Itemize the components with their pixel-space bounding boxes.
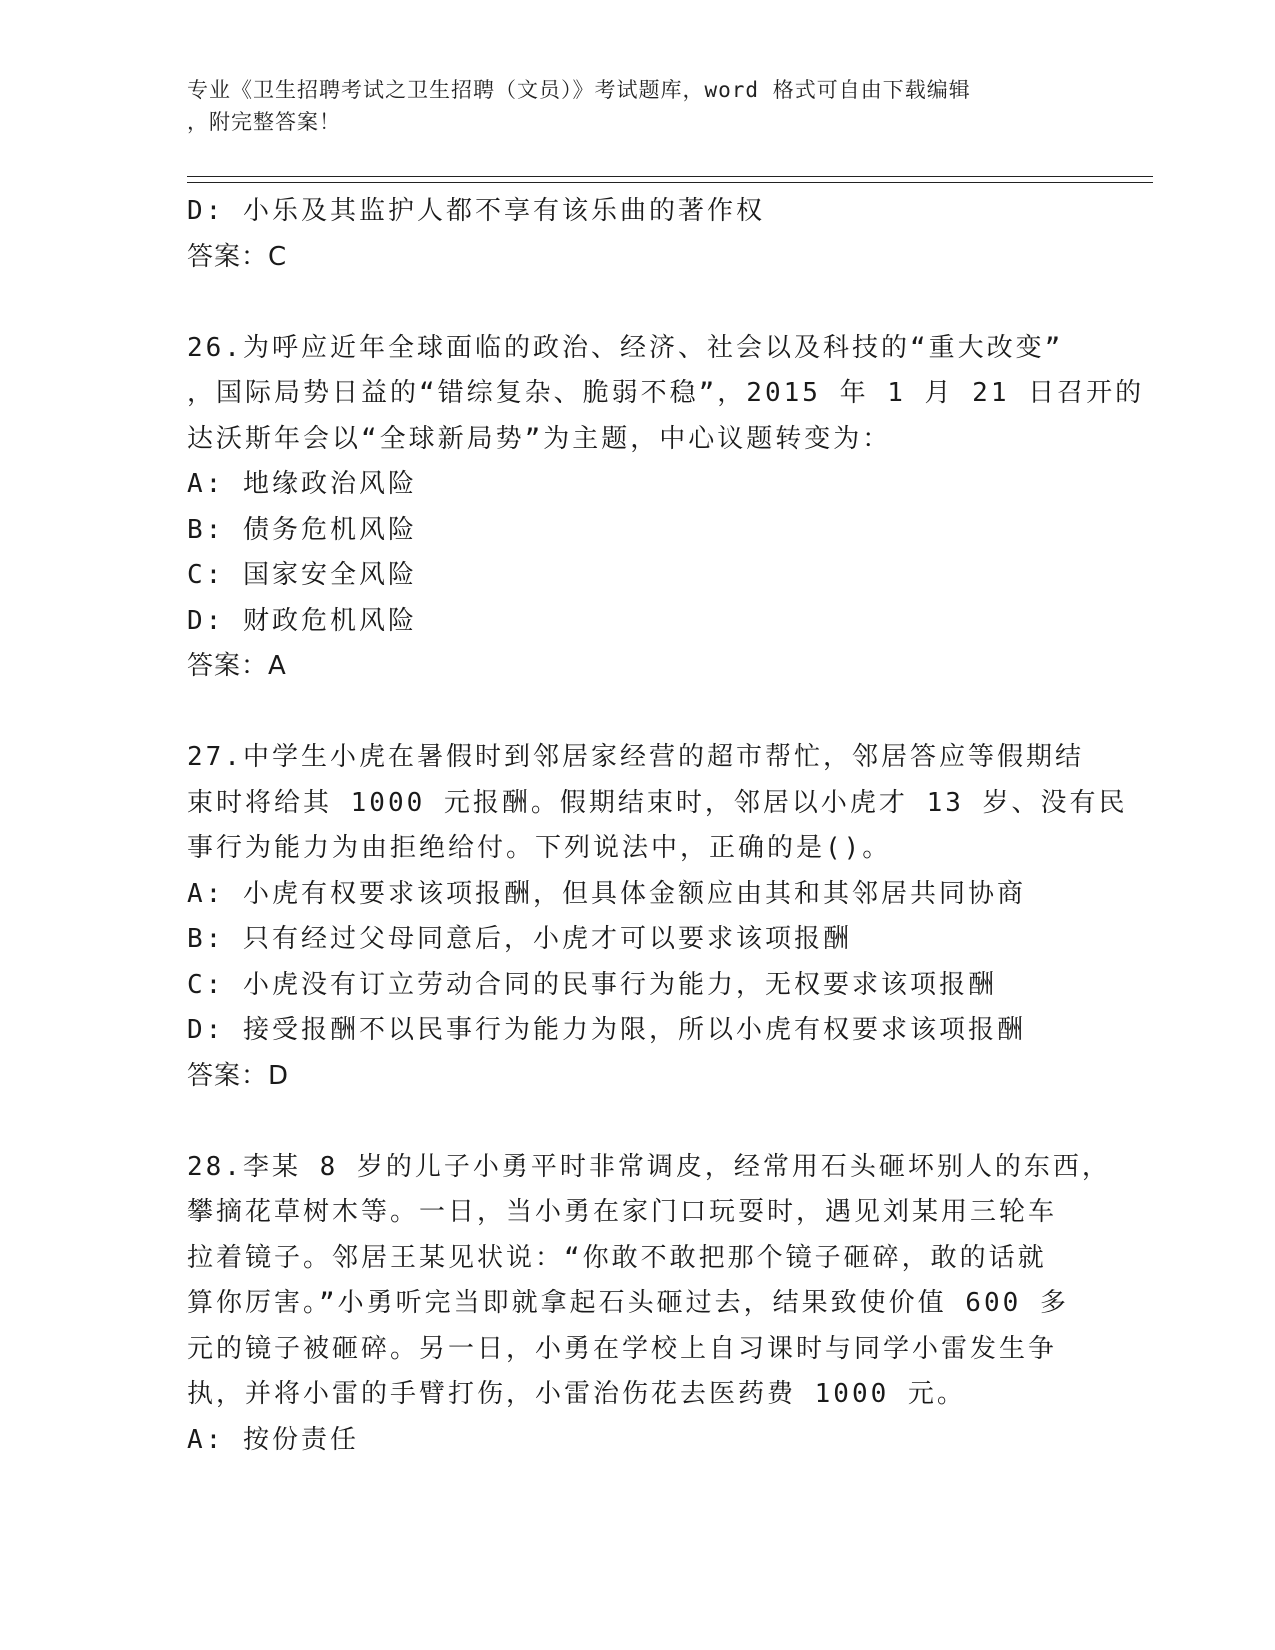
question-stem-line: 攀摘花草树木等。一日，当小勇在家门口玩耍时，遇见刘某用三轮车	[187, 1197, 1058, 1227]
question-list	[187, 189, 1145, 1463]
document-header	[187, 74, 1067, 138]
question-28	[187, 1145, 1111, 1464]
option-a: A: 小虎有权要求该项报酬，但具体金额应由其和其邻居共同协商	[187, 878, 1026, 909]
answer-label: 答案：C	[187, 241, 288, 272]
question-stem-line: 元的镜子被砸碎。另一日，小勇在学校上自习课时与同学小雷发生争	[187, 1333, 1058, 1364]
spacer	[187, 1099, 1087, 1145]
question-stem-line: 28.李某 8 岁的儿子小勇平时非常调皮，经常用石头砸坏别人的东西，	[187, 1151, 1111, 1182]
option-c: C: 小虎没有订立劳动合同的民事行为能力，无权要求该项报酬	[187, 969, 997, 1000]
option-a: A: 按份责任	[187, 1424, 359, 1455]
option-d: D: 小乐及其监护人都不享有该乐曲的著作权	[187, 196, 765, 226]
header-line-2: ，附完整答案！	[187, 110, 341, 134]
question-stem-line: ，国际局势日益的“错综复杂、脆弱不稳”，2015 年 1 月 21 日召开的	[187, 378, 1145, 408]
option-b: B: 债务危机风险	[187, 514, 417, 545]
question-stem-line: 27.中学生小虎在暑假时到邻居家经营的超市帮忙，邻居答应等假期结	[187, 742, 1084, 772]
question-stem-line: 拉着镜子。邻居王某见状说：“你敢不敢把那个镜子砸碎，敢的话就	[187, 1242, 1047, 1273]
option-a: A: 地缘政治风险	[187, 469, 417, 499]
header-rule-top	[187, 176, 1153, 177]
question-27	[187, 735, 1128, 1099]
spacer	[187, 280, 1087, 326]
question-stem-line: 事行为能力为由拒绝给付。下列说法中，正确的是()。	[187, 833, 892, 863]
question-stem-line: 算你厉害。”小勇听完当即就拿起石头砸过去，结果致使价值 600 多	[187, 1288, 1069, 1318]
question-stem-line: 达沃斯年会以“全球新局势”为主题，中心议题转变为：	[187, 423, 892, 454]
answer-label: 答案：D	[187, 1060, 290, 1091]
spacer	[187, 690, 1087, 736]
header-line-1: 专业《卫生招聘考试之卫生招聘（文员）》考试题库，word 格式可自由下载编辑	[187, 78, 971, 102]
question-stem-line: 26.为呼应近年全球面临的政治、经济、社会以及科技的“重大改变”	[187, 332, 1064, 363]
option-b: B: 只有经过父母同意后，小虎才可以要求该项报酬	[187, 924, 852, 954]
question-26	[187, 326, 1145, 690]
answer-label: 答案：A	[187, 651, 287, 681]
option-d: D: 财政危机风险	[187, 605, 417, 636]
question-stem-line: 束时将给其 1000 元报酬。假期结束时，邻居以小虎才 13 岁、没有民	[187, 787, 1128, 818]
question-stem-line: 执，并将小雷的手臂打伤，小雷治伤花去医药费 1000 元。	[187, 1379, 966, 1409]
question-25-tail	[187, 189, 1087, 280]
option-d: D: 接受报酬不以民事行为能力为限，所以小虎有权要求该项报酬	[187, 1015, 1026, 1045]
option-c: C: 国家安全风险	[187, 560, 417, 590]
header-rule-bottom	[187, 182, 1153, 183]
